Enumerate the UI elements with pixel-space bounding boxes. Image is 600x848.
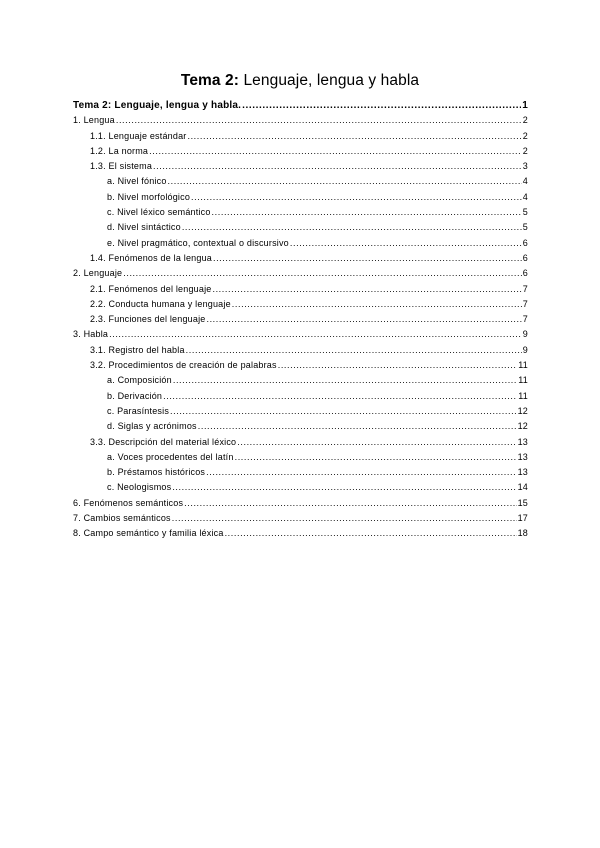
- toc-entry-label: 2. Lenguaje: [73, 268, 123, 279]
- toc-leader-dots: [187, 129, 521, 144]
- toc-entry-label: a. Voces procedentes del latín: [107, 451, 234, 462]
- toc-entry-page-number: 2: [522, 145, 528, 156]
- toc-entry-label: d. Nivel sintáctico: [107, 222, 181, 233]
- toc-entry[interactable]: [73, 220, 528, 235]
- toc-entry-page-number: 1: [522, 100, 528, 111]
- toc-leader-dots: [172, 511, 517, 526]
- toc-entry[interactable]: [73, 373, 528, 388]
- toc-leader-dots: [116, 113, 522, 128]
- toc-entry-label: c. Neologismos: [107, 482, 172, 493]
- toc-entry-label: 1.3. El sistema: [90, 161, 153, 172]
- toc-entry-label: 3.2. Procedimientos de creación de palabras: [90, 360, 277, 371]
- toc-entry-page-number: 4: [522, 191, 528, 202]
- toc-leader-dots: [278, 358, 518, 373]
- toc-entry-label: 3.3. Descripción del material léxico: [90, 436, 237, 447]
- toc-entry[interactable]: [73, 526, 528, 541]
- toc-leader-dots: [198, 419, 517, 434]
- toc-entry-label: 3. Habla: [73, 329, 109, 340]
- toc-entry-page-number: 12: [517, 421, 528, 432]
- toc-entry-page-number: 11: [518, 375, 528, 386]
- toc-entry-page-number: 6: [522, 252, 528, 263]
- toc-entry[interactable]: [73, 435, 528, 450]
- toc-entry[interactable]: [73, 159, 528, 174]
- toc-entry[interactable]: [73, 480, 528, 495]
- toc-entry-page-number: 9: [522, 329, 528, 340]
- toc-entry-page-number: 3: [522, 161, 528, 172]
- toc-entry-page-number: 13: [517, 467, 528, 478]
- toc-leader-dots: [123, 266, 522, 281]
- toc-entry[interactable]: [73, 327, 528, 342]
- toc-leader-dots: [206, 312, 521, 327]
- toc-entry-label: 6. Fenómenos semánticos: [73, 497, 184, 508]
- toc-entry[interactable]: [73, 113, 528, 128]
- toc-entry[interactable]: [73, 343, 528, 358]
- toc-leader-dots: [170, 404, 517, 419]
- toc-entry-label: Tema 2: Lenguaje, lengua y habla.: [73, 100, 242, 111]
- toc-entry[interactable]: [73, 358, 528, 373]
- toc-entry[interactable]: [73, 144, 528, 159]
- toc-leader-dots: [149, 144, 522, 159]
- toc-leader-dots: [206, 465, 516, 480]
- toc-entry-page-number: 7: [522, 298, 528, 309]
- toc-entry-label: 3.1. Registro del habla: [90, 344, 185, 355]
- toc-entry-page-number: 12: [517, 405, 528, 416]
- toc-leader-dots: [173, 373, 517, 388]
- toc-entry[interactable]: [73, 465, 528, 480]
- toc-leader-dots: [172, 480, 516, 495]
- toc-entry-label: d. Siglas y acrónimos: [107, 421, 197, 432]
- toc-entry[interactable]: [73, 450, 528, 465]
- toc-entry[interactable]: [73, 419, 528, 434]
- toc-entry-label: a. Composición: [107, 375, 172, 386]
- toc-entry[interactable]: [73, 404, 528, 419]
- toc-entry-page-number: 13: [517, 451, 528, 462]
- toc-entry-page-number: 15: [517, 497, 528, 508]
- toc-entry-label: 2.1. Fenómenos del lenguaje: [90, 283, 212, 294]
- toc-leader-dots: [163, 389, 517, 404]
- toc-entry-label: 8. Campo semántico y familia léxica: [73, 528, 224, 539]
- toc-entry-label: 2.2. Conducta humana y lenguaje: [90, 298, 231, 309]
- toc-entry-label: 2.3. Funciones del lenguaje: [90, 314, 206, 325]
- toc-entry-page-number: 5: [522, 207, 528, 218]
- toc-leader-dots: [232, 297, 522, 312]
- toc-entry-label: b. Derivación: [107, 390, 163, 401]
- toc-entry-page-number: 18: [517, 528, 528, 539]
- toc-leader-dots: [235, 450, 517, 465]
- toc-entry-label: b. Nivel morfológico: [107, 191, 191, 202]
- page-title: [0, 71, 600, 91]
- toc-entry[interactable]: [73, 190, 528, 205]
- toc-entry-page-number: 2: [522, 115, 528, 126]
- toc-entry-page-number: 11: [518, 360, 528, 371]
- toc-leader-dots: [237, 435, 516, 450]
- toc-entry-page-number: 14: [517, 482, 528, 493]
- toc-leader-dots: [213, 251, 522, 266]
- toc-entry[interactable]: [73, 129, 528, 144]
- toc-leader-dots: [153, 159, 522, 174]
- page-title-rest: Lenguaje, lengua y habla: [239, 72, 420, 89]
- toc-entry-page-number: 4: [522, 176, 528, 187]
- toc-leader-dots: [212, 205, 522, 220]
- toc-entry-page-number: 6: [522, 237, 528, 248]
- toc-entry-label: 1.4. Fenómenos de la lengua: [90, 252, 212, 263]
- toc-leader-dots: [191, 190, 522, 205]
- toc-entry-label: b. Préstamos históricos: [107, 467, 206, 478]
- toc-entry-label: 7. Cambios semánticos: [73, 513, 171, 524]
- toc-entry-label: e. Nivel pragmático, contextual o discursivo: [107, 237, 289, 248]
- toc-entry-label: 1. Lengua: [73, 115, 115, 126]
- toc-entry-page-number: 7: [522, 314, 528, 325]
- toc-leader-dots: [182, 220, 522, 235]
- toc-entry-page-number: 7: [522, 283, 528, 294]
- toc-entry[interactable]: [73, 297, 528, 312]
- toc-entry-page-number: 9: [522, 344, 528, 355]
- toc-leader-dots: [168, 174, 522, 189]
- toc-leader-dots: [225, 526, 517, 541]
- toc-leader-dots: [184, 496, 516, 511]
- toc-entry-page-number: 11: [518, 390, 528, 401]
- toc-entry[interactable]: [73, 98, 528, 113]
- toc-entry-page-number: 6: [522, 268, 528, 279]
- toc-entry[interactable]: [73, 282, 528, 297]
- toc-entry[interactable]: [73, 312, 528, 327]
- toc-entry-page-number: 2: [522, 130, 528, 141]
- toc-entry-label: c. Nivel léxico semántico: [107, 207, 211, 218]
- toc-entry[interactable]: [73, 496, 528, 511]
- toc-entry[interactable]: [73, 205, 528, 220]
- toc-leader-dots: [186, 343, 522, 358]
- toc-entry[interactable]: [73, 251, 528, 266]
- toc-entry-page-number: 5: [522, 222, 528, 233]
- toc-entry-page-number: 13: [517, 436, 528, 447]
- toc-entry[interactable]: [73, 511, 528, 526]
- table-of-contents: [73, 98, 528, 542]
- toc-entry-page-number: 17: [517, 513, 528, 524]
- toc-entry-label: c. Parasíntesis: [107, 405, 170, 416]
- toc-entry[interactable]: [73, 389, 528, 404]
- toc-entry-label: 1.2. La norma: [90, 145, 149, 156]
- toc-entry[interactable]: [73, 236, 528, 251]
- toc-leader-dots: [242, 98, 521, 113]
- toc-leader-dots: [212, 282, 521, 297]
- toc-entry-label: a. Nivel fónico: [107, 176, 167, 187]
- toc-entry[interactable]: [73, 266, 528, 281]
- toc-entry-label: 1.1. Lenguaje estándar: [90, 130, 187, 141]
- toc-leader-dots: [109, 327, 522, 342]
- toc-leader-dots: [290, 236, 522, 251]
- toc-entry[interactable]: [73, 174, 528, 189]
- page-title-bold: Tema 2:: [180, 72, 240, 89]
